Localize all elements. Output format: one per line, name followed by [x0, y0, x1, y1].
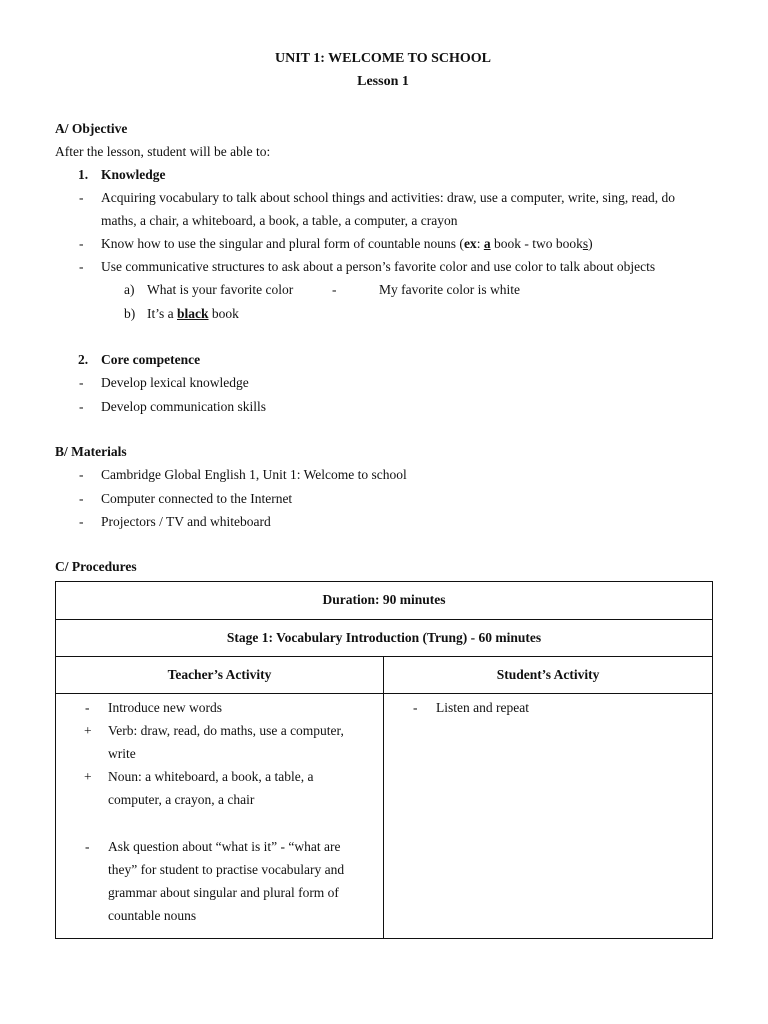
sub-b-pre: It’s a — [147, 306, 177, 321]
article-a: a — [483, 236, 491, 251]
sub-b-bold-word: black — [177, 306, 209, 321]
student-line: Listen and repeat — [436, 700, 529, 715]
example-colon: : — [476, 236, 484, 251]
teacher-line: grammar about singular and plural form of — [108, 885, 339, 900]
core-number: 2. — [78, 352, 89, 367]
objective-intro: After the lesson, student will be able to: — [55, 144, 271, 159]
bullet-dash: - — [79, 190, 84, 205]
knowledge-bullet-3: Use communicative structures to ask about a person’s favorite color and use color to talk about objects — [101, 259, 656, 274]
teacher-activity-header: Teacher’s Activity — [56, 657, 384, 694]
knowledge-bullet-1-line-1: Acquiring vocabulary to talk about school things and activities: draw, use a computer, write, sing, read, do — [101, 190, 676, 205]
bullet-dash: - — [79, 259, 84, 274]
bullet-dash: - — [85, 700, 90, 715]
stage-1-cell: Stage 1: Vocabulary Introduction (Trung) - 60 minutes — [56, 620, 713, 657]
materials-item: Cambridge Global English 1, Unit 1: Welcome to school — [101, 467, 407, 482]
sub-a-label: a) — [124, 282, 135, 297]
core-bullet-1: Develop lexical knowledge — [101, 375, 249, 390]
teacher-line: countable nouns — [108, 908, 197, 923]
sub-b-post: book — [208, 306, 239, 321]
example-mid: book - two book — [490, 236, 583, 251]
teacher-line: Introduce new words — [108, 700, 222, 715]
bullet-dash: - — [413, 700, 418, 715]
core-heading: Core competence — [101, 352, 201, 367]
bullet-2-text: Know how to use the singular and plural form of countable nouns ( — [101, 236, 464, 251]
duration-cell: Duration: 90 minutes — [56, 582, 713, 620]
knowledge-heading: Knowledge — [101, 167, 166, 182]
teacher-line: Verb: draw, read, do maths, use a computer, — [108, 723, 344, 738]
teacher-line: write — [108, 746, 136, 761]
knowledge-number: 1. — [78, 167, 89, 182]
lesson-title: Lesson 1 — [357, 74, 409, 89]
unit-title: UNIT 1: WELCOME TO SCHOOL — [274, 51, 491, 66]
student-activity-header: Student’s Activity — [384, 657, 713, 694]
bullet-dash: - — [79, 467, 84, 482]
sub-b-label: b) — [124, 306, 136, 321]
bullet-dash: - — [85, 839, 90, 854]
sub-a-question: What is your favorite color — [147, 282, 294, 297]
example-label: ex — [463, 236, 477, 251]
bullet-dash: - — [79, 399, 84, 414]
procedures-heading: C/ Procedures — [55, 559, 137, 574]
teacher-activity-cell — [56, 694, 384, 939]
knowledge-bullet-1-line-2: maths, a chair, a whiteboard, a book, a table, a computer, a crayon — [101, 213, 458, 228]
plural-s: s — [582, 236, 589, 251]
bullet-dash: - — [79, 514, 84, 529]
student-activity-cell — [384, 694, 713, 939]
bullet-dash: - — [79, 491, 84, 506]
teacher-line: Noun: a whiteboard, a book, a table, a — [108, 769, 314, 784]
teacher-line: they” for student to practise vocabulary and — [108, 862, 345, 877]
sub-a-dash: - — [332, 282, 337, 297]
sub-a-answer: My favorite color is white — [379, 282, 520, 297]
teacher-line: computer, a crayon, a chair — [108, 792, 255, 807]
core-bullet-2: Develop communication skills — [101, 399, 266, 414]
sub-b-text — [147, 305, 239, 323]
teacher-line: Ask question about “what is it” - “what are — [108, 839, 341, 854]
bullet-dash: - — [79, 375, 84, 390]
bullet-dash: - — [79, 236, 84, 251]
materials-item: Computer connected to the Internet — [101, 491, 293, 506]
example-end: ) — [588, 236, 593, 251]
knowledge-bullet-2 — [101, 235, 593, 253]
procedures-table — [55, 581, 713, 939]
bullet-plus: + — [84, 723, 92, 738]
bullet-plus: + — [84, 769, 92, 784]
materials-heading: B/ Materials — [55, 444, 127, 459]
materials-item: Projectors / TV and whiteboard — [101, 514, 271, 529]
objective-heading: A/ Objective — [55, 121, 128, 136]
